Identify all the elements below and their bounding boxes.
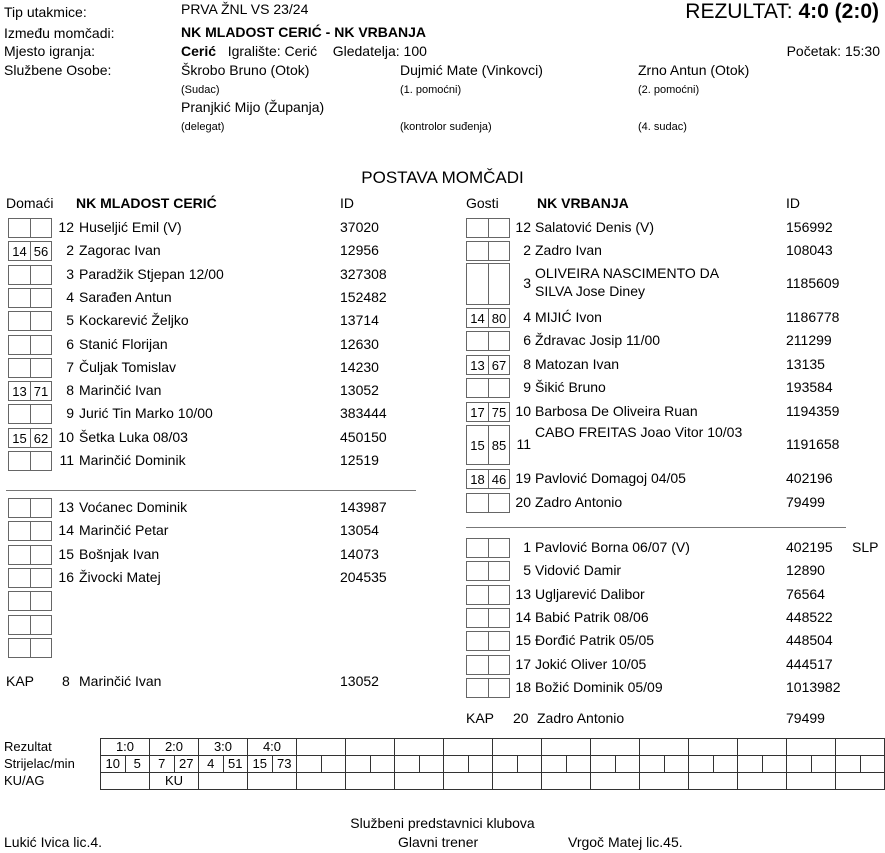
minute-box — [466, 241, 488, 261]
result-cell — [346, 739, 395, 756]
player-name: Zagorac Ivan — [79, 242, 161, 259]
result-cell — [444, 739, 493, 756]
kuag-cell — [640, 773, 689, 790]
official-name: Pranjkić Mijo (Županja) — [181, 99, 325, 115]
away-captain-id: 79499 — [786, 710, 825, 726]
lineup-title: POSTAVA MOMČADI — [361, 168, 524, 187]
player-number: 13 — [58, 499, 74, 515]
official-role: (Sudac) — [181, 84, 220, 96]
player-name: Šikić Bruno — [535, 379, 606, 395]
minute-box: 13 — [8, 381, 30, 401]
official-role: (2. pomoćni) — [638, 84, 700, 96]
player-id: 13135 — [786, 356, 825, 372]
scorer-minute-cell — [566, 756, 591, 773]
player-name: Marinčić Petar — [79, 522, 169, 539]
kuag-cell — [738, 773, 787, 790]
away-representative: Vrgoč Matej lic.45. — [568, 834, 683, 850]
player-name: Šetka Luka 08/03 — [79, 428, 188, 445]
player-name: Babić Patrik 08/06 — [535, 608, 649, 625]
scoring-table — [4, 738, 885, 790]
player-number: 2 — [523, 242, 531, 258]
player-name: Kockarević Željko — [79, 312, 189, 329]
minute-box: 18 — [466, 469, 488, 489]
official-role: (delegat) — [181, 121, 225, 133]
minute-box: 75 — [488, 402, 510, 422]
scorer-number-cell — [787, 756, 812, 773]
minute-box — [30, 521, 52, 541]
result-cell — [836, 739, 885, 756]
player-id: 327308 — [340, 265, 387, 282]
player-id: 12519 — [340, 452, 379, 468]
player-number: 6 — [523, 332, 531, 348]
minute-box — [488, 331, 510, 351]
minute-box: 62 — [30, 428, 52, 448]
scorer-number-cell — [689, 756, 714, 773]
spectators: Gledatelja: 100 — [332, 43, 427, 59]
scorer-minute-cell — [811, 756, 836, 773]
player-number: 12 — [515, 219, 531, 235]
player-name: CABO FREITAS Joao Vitor 10/03 — [535, 424, 743, 440]
minute-box: 46 — [488, 469, 510, 489]
scorer-row-label: Strijelac/min — [4, 756, 75, 771]
player-number: 7 — [66, 358, 74, 375]
player-number: 5 — [523, 562, 531, 579]
player-name: Božić Dominik 05/09 — [535, 678, 663, 695]
official-name: Škrobo Bruno (Otok) — [181, 62, 310, 78]
result-cell — [738, 739, 787, 756]
kuag-cell — [493, 773, 542, 790]
result-cell: 3:0 — [199, 739, 248, 756]
kuag-cell — [101, 773, 150, 790]
minute-box — [30, 545, 52, 565]
official-name: Zrno Antun (Otok) — [638, 62, 750, 78]
kuag-cell — [787, 773, 836, 790]
venue-line — [181, 43, 427, 59]
minute-box — [30, 498, 52, 518]
scorer-number-cell: 7 — [150, 756, 175, 773]
scorer-minute-cell: 27 — [174, 756, 199, 773]
official-role: (kontrolor suđenja) — [400, 121, 492, 133]
player-number: 8 — [66, 382, 74, 399]
scorer-minute-cell — [370, 756, 395, 773]
player-number: 8 — [523, 356, 531, 372]
minute-box — [30, 638, 52, 658]
player-id: 1185609 — [786, 275, 840, 291]
home-captain-id: 13052 — [340, 673, 379, 689]
result-cell: 4:0 — [248, 739, 297, 756]
away-divider — [466, 527, 846, 528]
minute-box — [466, 585, 488, 605]
minute-box — [8, 498, 30, 518]
player-name: Bošnjak Ivan — [79, 545, 160, 562]
scorer-number-cell — [444, 756, 469, 773]
player-number: 13 — [515, 585, 531, 602]
player-id: 193584 — [786, 379, 833, 395]
minute-box — [30, 358, 52, 378]
minute-box — [8, 545, 30, 565]
player-id: 143987 — [340, 499, 387, 515]
result-label: REZULTAT: — [685, 0, 793, 23]
minute-box — [8, 404, 30, 424]
player-number: 14 — [58, 522, 74, 539]
player-name: Voćanec Dominik — [79, 499, 188, 515]
player-name: Sarađen Antun — [79, 288, 172, 305]
minute-box — [8, 591, 30, 611]
player-status: SLP — [852, 539, 879, 555]
player-id: 79499 — [786, 494, 825, 510]
player-id: 12630 — [340, 335, 379, 352]
minute-box — [466, 655, 488, 675]
minute-box — [8, 218, 30, 238]
scorer-minute-cell — [517, 756, 542, 773]
minute-box: 17 — [466, 402, 488, 422]
scorer-number-cell — [640, 756, 665, 773]
player-id: 444517 — [786, 655, 833, 672]
scorer-number-cell — [542, 756, 567, 773]
player-number: 20 — [515, 494, 531, 510]
player-number: 5 — [66, 312, 74, 329]
minute-box — [30, 311, 52, 331]
player-number: 16 — [58, 568, 74, 585]
player-id: 402196 — [786, 470, 833, 486]
minute-box — [8, 265, 30, 285]
result-cell: 2:0 — [150, 739, 199, 756]
result-cell — [591, 739, 640, 756]
kuag-cell: KU — [150, 773, 199, 790]
home-captain-name: Marinčić Ivan — [79, 673, 162, 689]
scorer-minute-cell — [762, 756, 787, 773]
tip-value: PRVA ŽNL VS 23/24 — [181, 1, 309, 17]
result-cell — [640, 739, 689, 756]
scorer-number-cell — [591, 756, 616, 773]
away-captain-name: Zadro Antonio — [537, 710, 625, 726]
scorer-number-cell — [738, 756, 763, 773]
kickoff-time: Početak: 15:30 — [786, 43, 880, 59]
minute-box: 15 — [466, 425, 488, 465]
scorer-minute-cell — [468, 756, 493, 773]
player-name: Salatović Denis (V) — [535, 219, 655, 235]
player-id: 12956 — [340, 242, 379, 259]
footer-title: Službeni predstavnici klubova — [350, 815, 535, 831]
player-name: Stanić Florijan — [79, 335, 168, 352]
player-id: 448504 — [786, 632, 833, 649]
player-name: Ugljarević Dalibor — [535, 585, 645, 602]
player-name: Marinčić Dominik — [79, 452, 186, 468]
away-captain-label: KAP — [466, 710, 495, 726]
scorer-minute-cell — [664, 756, 689, 773]
home-representative: Lukić Ivica lic.4. — [4, 834, 103, 850]
result-heading — [685, 0, 879, 24]
player-number: 15 — [58, 545, 74, 562]
player-id: 1191658 — [786, 436, 840, 452]
minute-box — [8, 568, 30, 588]
result-cell — [395, 739, 444, 756]
player-name: MIJIĆ Ivon — [535, 309, 602, 325]
player-id: 156992 — [786, 219, 833, 235]
izmedu-label: Između momčadi: — [4, 25, 115, 41]
player-number: 14 — [515, 608, 531, 625]
minute-box — [8, 615, 30, 635]
player-id: 12890 — [786, 562, 825, 579]
minute-box — [488, 378, 510, 398]
player-name: Paradžik Stjepan 12/00 — [79, 265, 224, 282]
result-cell — [689, 739, 738, 756]
result-cell — [297, 739, 346, 756]
minute-box — [8, 451, 30, 471]
scorer-number-cell — [346, 756, 371, 773]
scorer-number-cell — [297, 756, 322, 773]
player-name: Živocki Matej — [79, 568, 161, 585]
result-cell — [493, 739, 542, 756]
minute-box — [488, 493, 510, 513]
tip-label: Tip utakmice: — [4, 4, 87, 20]
player-id: 14073 — [340, 545, 379, 562]
player-name: Barbosa De Oliveira Ruan — [535, 403, 698, 419]
result-cell: 1:0 — [101, 739, 150, 756]
minute-box — [488, 585, 510, 605]
kuag-cell — [297, 773, 346, 790]
scorer-number-cell — [836, 756, 861, 773]
player-number: 18 — [515, 678, 531, 695]
player-id: 211299 — [786, 332, 832, 348]
player-name: Huseljić Emil (V) — [79, 219, 182, 235]
scorer-minute-cell — [321, 756, 346, 773]
player-number: 11 — [516, 436, 531, 452]
minute-box — [8, 288, 30, 308]
minute-box: 15 — [8, 428, 30, 448]
player-id: 14230 — [340, 358, 379, 375]
player-id: 1013982 — [786, 678, 841, 695]
minute-box — [8, 358, 30, 378]
officials-label: Službene Osobe: — [4, 62, 112, 78]
player-number: 15 — [515, 632, 531, 649]
official-name: Dujmić Mate (Vinkovci) — [400, 62, 543, 78]
scorer-number-cell: 4 — [199, 756, 224, 773]
home-team-name: NK MLADOST CERIĆ — [76, 195, 217, 211]
home-side-label: Domaći — [6, 195, 54, 211]
player-id: 76564 — [786, 585, 825, 602]
player-number: 6 — [66, 335, 74, 352]
minute-box — [30, 451, 52, 471]
player-id: 13054 — [340, 522, 379, 539]
minute-box — [466, 538, 488, 558]
player-number: 3 — [66, 265, 74, 282]
minute-box — [488, 561, 510, 581]
minute-box — [466, 263, 488, 305]
scorer-minute-cell: 51 — [223, 756, 248, 773]
minute-box — [466, 608, 488, 628]
minute-box — [8, 638, 30, 658]
scorer-minute-cell — [419, 756, 444, 773]
player-name: Jurić Tin Marko 10/00 — [79, 405, 213, 422]
minute-box — [488, 538, 510, 558]
player-number: 9 — [66, 405, 74, 422]
player-number: 19 — [515, 470, 531, 486]
kuag-cell — [248, 773, 297, 790]
scorer-minute-cell — [713, 756, 738, 773]
scorer-minute-cell: 73 — [272, 756, 297, 773]
minute-box — [30, 335, 52, 355]
player-name: Zadro Antonio — [535, 494, 623, 510]
minute-box — [466, 561, 488, 581]
result-cell — [542, 739, 591, 756]
minute-box — [30, 591, 52, 611]
player-number: 3 — [523, 275, 531, 291]
player-number: 2 — [66, 242, 74, 259]
scorer-minute-cell — [615, 756, 640, 773]
player-id: 1186778 — [786, 309, 840, 325]
kuag-cell — [346, 773, 395, 790]
minute-box — [466, 378, 488, 398]
player-name: SILVA Jose Diney — [535, 283, 645, 299]
minute-box — [488, 218, 510, 238]
player-name: Pavlović Borna 06/07 (V) — [535, 539, 690, 555]
player-id: 13714 — [340, 312, 379, 329]
scorer-number-cell — [395, 756, 420, 773]
player-name: Marinčić Ivan — [79, 382, 162, 399]
kuag-cell — [542, 773, 591, 790]
minute-box: 56 — [30, 241, 52, 261]
minute-box: 71 — [30, 381, 52, 401]
minute-box — [30, 404, 52, 424]
player-name: Đorđić Patrik 05/05 — [535, 632, 655, 649]
player-id: 402195 — [786, 539, 833, 555]
player-id: 450150 — [340, 428, 387, 445]
player-number: 1 — [523, 539, 531, 555]
minute-box — [466, 678, 488, 698]
kuag-row-label: KU/AG — [4, 773, 45, 788]
home-captain-label: KAP — [6, 673, 35, 689]
scorer-number-cell: 15 — [248, 756, 273, 773]
minute-box: 14 — [8, 241, 30, 261]
minute-box — [30, 265, 52, 285]
player-id: 37020 — [340, 219, 379, 235]
official-role: (4. sudac) — [638, 121, 687, 133]
minute-box — [466, 218, 488, 238]
away-captain-number: 20 — [513, 710, 529, 726]
minute-box — [8, 335, 30, 355]
minute-box — [488, 241, 510, 261]
result-row-label: Rezultat — [4, 739, 52, 754]
representative-role: Glavni trener — [398, 834, 479, 850]
player-id: 1194359 — [786, 403, 840, 419]
minute-box: 85 — [488, 425, 510, 465]
player-name: Čuljak Tomislav — [79, 358, 176, 375]
minute-box: 80 — [488, 308, 510, 328]
minute-box — [488, 608, 510, 628]
player-number: 4 — [523, 309, 531, 325]
home-id-header: ID — [340, 195, 354, 211]
player-name: Pavlović Domagoj 04/05 — [535, 470, 686, 486]
venue-name: Cerić — [181, 43, 217, 59]
minute-box — [466, 631, 488, 651]
pitch: Igralište: Cerić — [227, 43, 318, 59]
minute-box — [8, 311, 30, 331]
player-id: 383444 — [340, 405, 387, 422]
kuag-cell — [689, 773, 738, 790]
scorer-minute-cell — [860, 756, 885, 773]
scorer-number-cell: 10 — [101, 756, 126, 773]
minute-box — [466, 493, 488, 513]
minute-box — [30, 218, 52, 238]
away-team-name: NK VRBANJA — [537, 195, 629, 211]
away-id-header: ID — [786, 195, 800, 211]
minute-box — [8, 521, 30, 541]
kuag-cell — [444, 773, 493, 790]
scorer-number-cell — [493, 756, 518, 773]
away-side-label: Gosti — [466, 195, 499, 211]
player-id: 108043 — [786, 242, 833, 258]
player-number: 10 — [515, 403, 531, 419]
minute-box: 67 — [488, 355, 510, 375]
player-id: 152482 — [340, 288, 387, 305]
result-cell — [787, 739, 836, 756]
player-name: Zadro Ivan — [535, 242, 602, 258]
minute-box: 13 — [466, 355, 488, 375]
minute-box — [488, 263, 510, 305]
player-number: 12 — [58, 219, 74, 235]
player-id: 204535 — [340, 568, 387, 585]
player-name: Matozan Ivan — [535, 356, 620, 372]
player-name: Ždravac Josip 11/00 — [535, 332, 661, 348]
minute-box — [30, 288, 52, 308]
player-number: 11 — [59, 452, 74, 468]
minute-box — [488, 631, 510, 651]
kuag-cell — [591, 773, 640, 790]
kuag-cell — [395, 773, 444, 790]
minute-box — [30, 568, 52, 588]
player-number: 4 — [66, 288, 74, 305]
player-name: Vidović Damir — [535, 562, 622, 579]
kuag-cell — [836, 773, 885, 790]
mjesto-label: Mjesto igranja: — [4, 43, 96, 59]
player-id: 13052 — [340, 382, 379, 399]
player-number: 17 — [515, 655, 531, 672]
result-value: 4:0 (2:0) — [798, 0, 879, 23]
minute-box — [30, 615, 52, 635]
match-teams: NK MLADOST CERIĆ - NK VRBANJA — [181, 24, 426, 40]
kuag-cell — [199, 773, 248, 790]
player-id: 448522 — [786, 608, 833, 625]
minute-box: 14 — [466, 308, 488, 328]
minute-box — [488, 678, 510, 698]
home-captain-number: 8 — [62, 673, 70, 689]
player-name: Jokić Oliver 10/05 — [535, 655, 647, 672]
official-role: (1. pomoćni) — [400, 84, 462, 96]
home-divider — [6, 490, 416, 491]
player-number: 9 — [523, 379, 531, 395]
player-number: 10 — [58, 428, 74, 445]
minute-box — [488, 655, 510, 675]
scorer-minute-cell: 5 — [125, 756, 150, 773]
player-name: OLIVEIRA NASCIMENTO DA — [535, 265, 720, 281]
minute-box — [466, 331, 488, 351]
